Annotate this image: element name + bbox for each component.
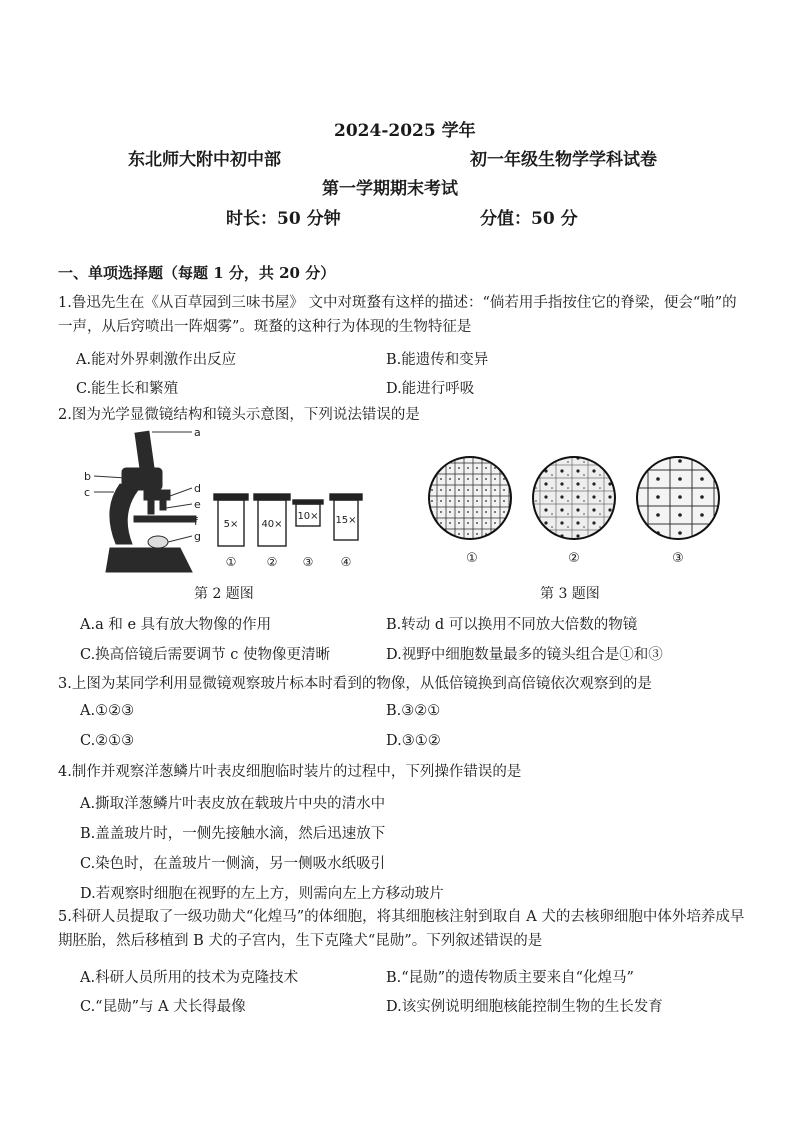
lens-label-2: 40× (261, 519, 283, 530)
q2-option-c[interactable]: C.换高倍镜后需要调节 c 使物像更清晰 (80, 647, 331, 663)
view-number-1: ① (466, 551, 478, 566)
q3-option-c[interactable]: C.②①③ (80, 733, 135, 749)
q1-option-a[interactable]: A.能对外界刺激作出反应 (76, 352, 237, 368)
view-1-circle (429, 457, 511, 539)
q2-option-b[interactable]: B.转动 d 可以换用不同放大倍数的物镜 (386, 617, 638, 633)
lens-number-3: ③ (302, 555, 314, 569)
exam-score: 分值：50 分 (480, 209, 578, 229)
lens-number-2: ② (266, 555, 278, 569)
q4-option-a[interactable]: A.撕取洋葱鳞片叶表皮放在载玻片中央的清水中 (80, 796, 386, 812)
q5-option-a[interactable]: A.科研人员所用的技术为克隆技术 (80, 970, 299, 986)
lens-label-4: 15× (335, 515, 357, 526)
q4-option-b[interactable]: B.盖盖玻片时，一侧先接触水滴，然后迅速放下 (80, 826, 386, 842)
q3-option-b[interactable]: B.③②① (386, 703, 441, 719)
q1-option-b[interactable]: B.能遗传和变异 (386, 352, 489, 368)
section-title: 一、单项选择题（每题 1 分，共 20 分） (58, 264, 336, 282)
lens-number-4: ④ (340, 555, 352, 569)
q5-option-d[interactable]: D.该实例说明细胞核能控制生物的生长发育 (386, 999, 663, 1015)
q3-option-d[interactable]: D.③①② (386, 733, 441, 749)
exam-subject: 初一年级生物学学科试卷 (470, 150, 657, 170)
part-label-a: a (194, 426, 201, 439)
view-2-circle (533, 457, 615, 539)
lens-label-1: 5× (223, 519, 239, 530)
q5-option-c[interactable]: C.“昆勋”与 A 犬长得最像 (80, 999, 246, 1015)
q5-option-b[interactable]: B.“昆勋”的遗传物质主要来自“化煌马” (386, 970, 634, 986)
part-label-b: b (84, 470, 91, 483)
question-2-stem: 2.图为光学显微镜结构和镜头示意图，下列说法错误的是 (58, 407, 420, 423)
figure-3-views (428, 452, 728, 572)
part-label-f: f (194, 515, 198, 528)
lens-label-3: 10× (297, 511, 319, 522)
q2-option-a[interactable]: A.a 和 e 具有放大物像的作用 (80, 617, 272, 633)
question-3-stem: 3.上图为某同学利用显微镜观察玻片标本时看到的物像，从低倍镜换到高倍镜依次观察到的是 (58, 676, 652, 692)
figure-3-caption: 第 3 题图 (540, 586, 600, 602)
lens-number-1: ① (225, 555, 237, 569)
part-label-d: d (194, 482, 201, 495)
figure-2-caption: 第 2 题图 (194, 586, 254, 602)
q4-option-c[interactable]: C.染色时，在盖玻片一侧滴，另一侧吸水纸吸引 (80, 856, 386, 872)
exam-name: 第一学期期末考试 (322, 179, 458, 199)
part-label-g: g (194, 530, 201, 543)
question-5-stem: 5.科研人员提取了一级功勋犬“化煌马”的体细胞，将其细胞核注射到取自 A 犬的去核卵细胞中体外培养成早期胚胎，然后移植到 B 犬的子宫内，生下克隆犬“昆勋”。下列叙述错误的是 (58, 909, 745, 949)
view-number-2: ② (568, 551, 580, 566)
q3-option-a[interactable]: A.①②③ (80, 703, 135, 719)
question-1-stem: 1.鲁迅先生在《从百草园到三味书屋》 文中对斑蝥有这样的描述：“倘若用手指按住它的脊梁，便会“啪”的一声，从后窍喷出一阵烟雾”。斑蝥的这种行为体现的生物特征是 (58, 295, 737, 335)
exam-duration: 时长：50 分钟 (226, 209, 341, 229)
q1-option-c[interactable]: C.能生长和繁殖 (76, 381, 179, 397)
question-4-stem: 4.制作并观察洋葱鳞片叶表皮细胞临时装片的过程中，下列操作错误的是 (58, 764, 522, 780)
part-label-e: e (194, 498, 201, 511)
q1-option-d[interactable]: D.能进行呼吸 (386, 381, 475, 397)
school-name: 东北师大附中初中部 (128, 150, 281, 170)
figure-2-microscope (80, 424, 380, 584)
view-3-circle (637, 457, 719, 539)
q4-option-d[interactable]: D.若观察时细胞在视野的左上方，则需向左上方移动玻片 (80, 886, 444, 902)
q2-option-d[interactable]: D.视野中细胞数量最多的镜头组合是①和③ (386, 647, 663, 663)
view-number-3: ③ (672, 551, 684, 566)
part-label-c: c (84, 486, 91, 499)
exam-year: 2024-2025 学年 (334, 121, 476, 141)
